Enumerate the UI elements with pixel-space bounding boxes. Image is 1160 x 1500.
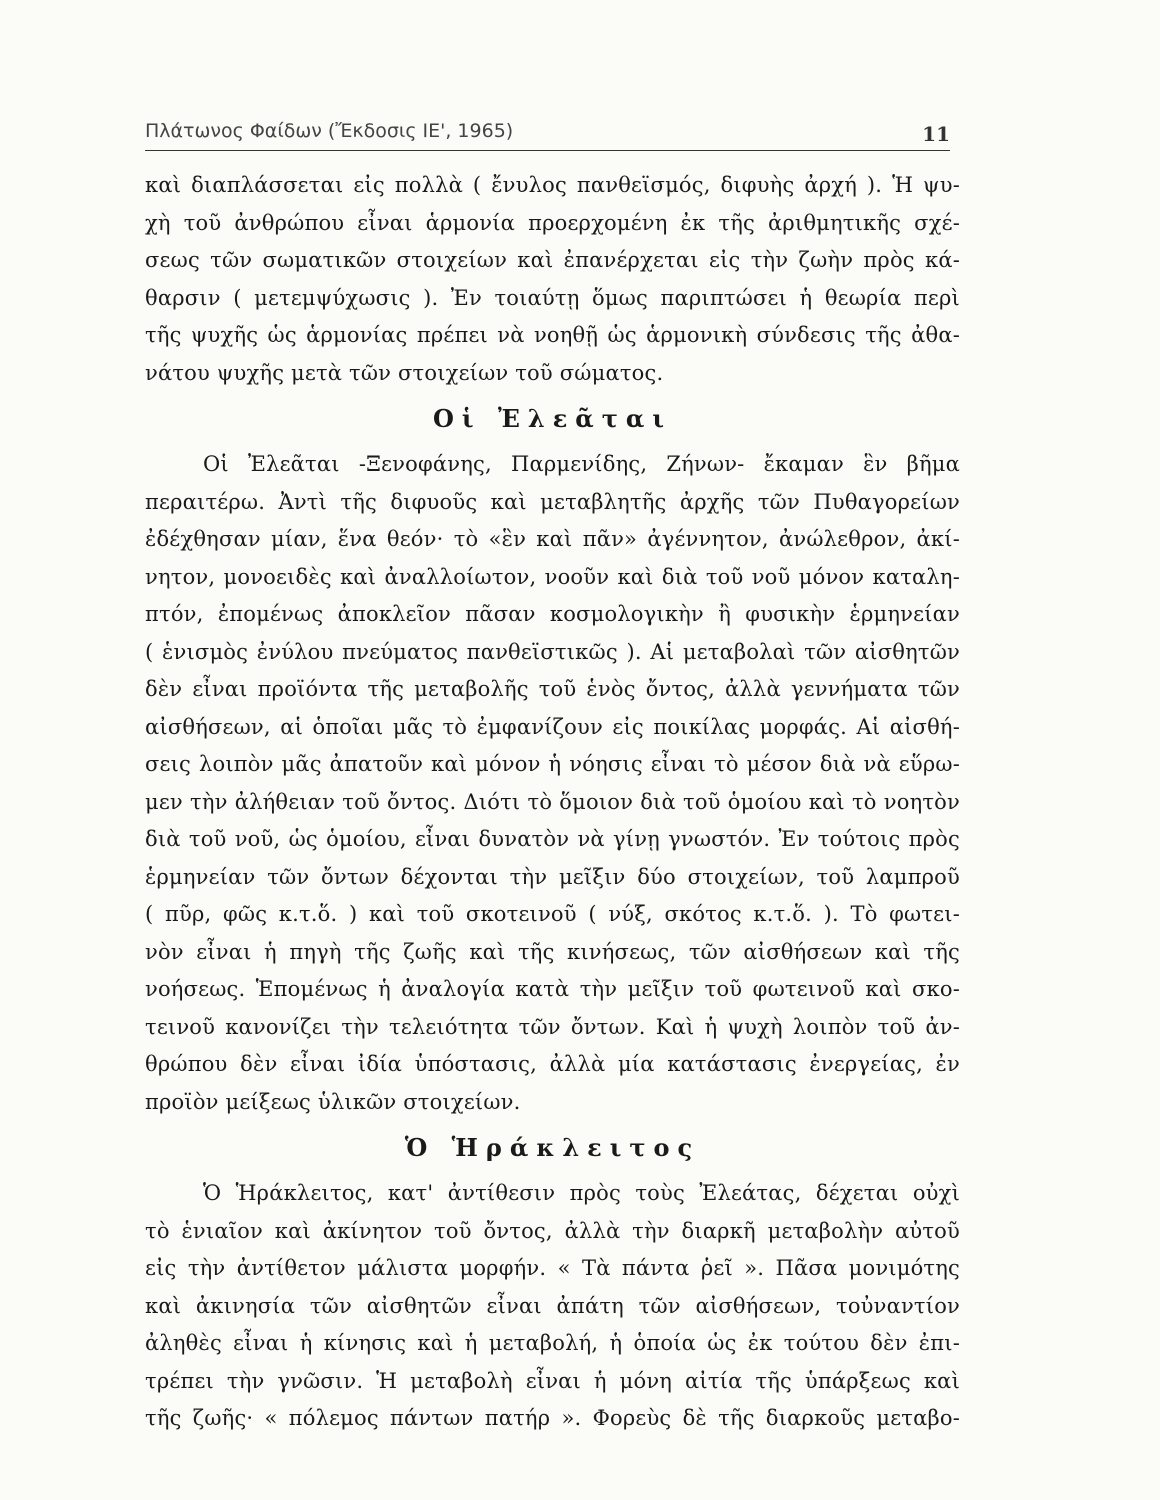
text-line: σεις λοιπὸν μᾶς ἀπατοῦν καὶ μόνον ἡ νόησις εἶναι τὸ μέσον διὰ νὰ εὕρω- xyxy=(145,752,960,776)
text-line: πτόν, ἐπομένως ἀποκλεῖον πᾶσαν κοσμολογικὴν ἢ φυσικὴν ἑρμηνείαν xyxy=(145,602,960,626)
text-line: τρέπει τὴν γνῶσιν. Ἡ μεταβολὴ εἶναι ἡ μόνη αἰτία τῆς ὑπάρξεως καὶ xyxy=(145,1368,960,1393)
text-line: σεως τῶν σωματικῶν στοιχείων καὶ ἐπανέρχεται εἰς τὴν ζωὴν πρὸς κά- xyxy=(145,248,960,272)
text-line: ἐδέχθησαν μίαν, ἕνα θεόν· τὸ «ἓν καὶ πᾶν» ἀγέννητον, ἀνώλεθρον, ἀκί- xyxy=(145,527,960,551)
text-line: νάτου ψυχῆς μετὰ τῶν στοιχείων τοῦ σώματος. xyxy=(145,360,664,385)
text-line: ἑρμηνείαν τῶν ὄντων δέχονται τὴν μεῖξιν δύο στοιχείων, τοῦ λαμπροῦ xyxy=(145,864,960,889)
text-line: τεινοῦ κανονίζει τὴν τελειότητα τῶν ὄντων. Καὶ ἡ ψυχὴ λοιπὸν τοῦ ἀν- xyxy=(145,1014,960,1039)
text-line: ἀληθὲς εἶναι ἡ κίνησις καὶ ἡ μεταβολή, ἡ ὁποία ὡς ἐκ τούτου δὲν ἐπι- xyxy=(145,1331,960,1355)
paragraph-pythagoreans-end xyxy=(145,167,960,392)
text-line: δὲν εἶναι προϊόντα τῆς μεταβολῆς τοῦ ἑνὸς ὄντος, ἀλλὰ γεννήματα τῶν xyxy=(145,677,960,701)
text-body xyxy=(145,167,960,1438)
text-line: νητον, μονοειδὲς καὶ ἀναλλοίωτον, νοοῦν καὶ διὰ τοῦ νοῦ μόνον καταλη- xyxy=(145,564,960,589)
text-line: ( ἑνισμὸς ἐνύλου πνεύματος πανθεϊστικῶς ). Αἱ μεταβολαὶ τῶν αἰσθητῶν xyxy=(145,639,960,664)
text-line: περαιτέρω. Ἀντὶ τῆς διφυοῦς καὶ μεταβλητῆς ἀρχῆς τῶν Πυθαγορείων xyxy=(145,489,960,514)
section-heading-heraclitus: Ὁ Ἡράκλειτος xyxy=(404,1133,701,1162)
text-line: τὸ ἑνιαῖον καὶ ἀκίνητον τοῦ ὄντος, ἀλλὰ τὴν διαρκῆ μεταβολὴν αὐτοῦ xyxy=(145,1218,960,1243)
text-line: θαρσιν ( μετεμψύχωσις ). Ἐν τοιαύτῃ ὅμως παριπτώσει ἡ θεωρία περὶ xyxy=(145,285,960,310)
text-line: νοήσεως. Ἑπομένως ἡ ἀναλογία κατὰ τὴν μεῖξιν τοῦ φωτεινοῦ καὶ σκο- xyxy=(145,977,960,1001)
running-header xyxy=(145,116,950,151)
text-line: καὶ ἀκινησία τῶν αἰσθητῶν εἶναι ἀπάτη τῶν αἰσθήσεων, τοὐναντίον xyxy=(145,1293,960,1318)
page-number: 11 xyxy=(922,122,950,146)
text-line: νὸν εἶναι ἡ πηγὴ τῆς ζωῆς καὶ τῆς κινήσεως, τῶν αἰσθήσεων καὶ τῆς xyxy=(145,939,960,964)
text-line: Οἱ Ἐλεᾶται -Ξενοφάνης, Παρμενίδης, Ζήνων- ἔκαμαν ἓν βῆμα xyxy=(203,452,960,476)
text-line: θρώπου δὲν εἶναι ἰδία ὑπόστασις, ἀλλὰ μία κατάστασις ἐνεργείας, ἐν xyxy=(145,1052,960,1076)
text-line: Ὁ Ἡράκλειτος, κατ' ἀντίθεσιν πρὸς τοὺς Ἐλεάτας, δέχεται οὐχὶ xyxy=(203,1181,960,1205)
text-line: καὶ διαπλάσσεται εἰς πολλὰ ( ἔνυλος πανθεϊσμός, διφυὴς ἀρχή ). Ἡ ψυ- xyxy=(145,173,960,197)
text-line: αἰσθήσεων, αἱ ὁποῖαι μᾶς τὸ ἐμφανίζουν εἰς ποικίλας μορφάς. Αἱ αἰσθή- xyxy=(145,714,960,739)
text-line: τῆς ψυχῆς ὡς ἁρμονίας πρέπει νὰ νοηθῇ ὡς ἁρμονικὴ σύνδεσις τῆς ἀθα- xyxy=(145,323,960,347)
text-line: εἰς τὴν ἀντίθετον μάλιστα μορφήν. « Τὰ πάντα ῥεῖ ». Πᾶσα μονιμότης xyxy=(145,1256,960,1280)
paragraph-heraclitus xyxy=(145,1175,960,1438)
section-heading-eleatics: Οἱ Ἐλεᾶται xyxy=(432,404,672,433)
paragraph-eleatics xyxy=(145,446,960,1121)
text-line: χὴ τοῦ ἀνθρώπου εἶναι ἁρμονία προερχομένη ἐκ τῆς ἀριθμητικῆς σχέ- xyxy=(145,210,960,235)
text-line: διὰ τοῦ νοῦ, ὡς ὁμοίου, εἶναι δυνατὸν νὰ γίνῃ γνωστόν. Ἐν τούτοις πρὸς xyxy=(145,827,960,851)
text-line: ( πῦρ, φῶς κ.τ.ὅ. ) καὶ τοῦ σκοτεινοῦ ( νύξ, σκότος κ.τ.ὅ. ). Τὸ φωτει- xyxy=(145,902,960,926)
text-line: μεν τὴν ἀλήθειαν τοῦ ὄντος. Διότι τὸ ὅμοιον διὰ τοῦ ὁμοίου καὶ τὸ νοητὸν xyxy=(145,789,960,814)
text-line: τῆς ζωῆς· « πόλεμος πάντων πατήρ ». Φορεὺς δὲ τῆς διαρκοῦς μεταβο- xyxy=(145,1406,960,1430)
running-title: Πλάτωνος Φαίδων (Ἔκδοσις ΙΕ', 1965) xyxy=(145,120,514,142)
text-line: προϊὸν μείξεως ὑλικῶν στοιχείων. xyxy=(145,1089,521,1114)
